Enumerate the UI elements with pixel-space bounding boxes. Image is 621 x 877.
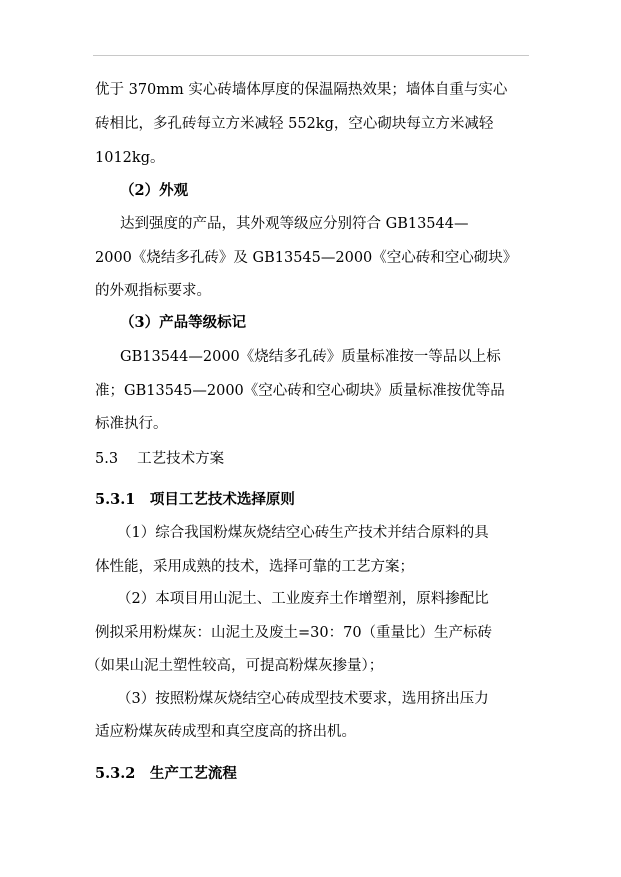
- paragraph-line: 适应粉煤灰砖成型和真空度高的挤出机。: [95, 724, 356, 740]
- paragraph-line: （2）本项目用山泥土、工业废弃土作增塑剂，原料掺配比: [117, 591, 489, 607]
- paragraph-line: 1012kg。: [95, 150, 165, 166]
- paragraph-line: （3）按照粉煤灰烧结空心砖成型技术要求，选用挤出压力: [117, 691, 489, 707]
- subheading-appearance: （2）外观: [120, 182, 189, 199]
- paragraph-line: 准；GB13545—2000《空心砖和空心砌块》质量标准按优等品: [95, 383, 505, 399]
- paragraph-line: （1）综合我国粉煤灰烧结空心砖生产技术并结合原料的具: [117, 525, 489, 541]
- section-heading-5-3-2: 5.3.2 生产工艺流程: [95, 765, 237, 782]
- section-heading-5-3: 5.3 工艺技术方案: [95, 451, 225, 467]
- paragraph-line: 的外观指标要求。: [95, 283, 211, 299]
- header-rule: [93, 55, 529, 56]
- paragraph-line: 例拟采用粉煤灰：山泥土及废土=30：70（重量比）生产标砖: [95, 625, 493, 641]
- paragraph-line: 体性能，采用成熟的技术，选择可靠的工艺方案；: [95, 559, 414, 575]
- paragraph-line: （如果山泥土塑性较高，可提高粉煤灰掺量）；: [86, 658, 384, 674]
- paragraph-line: GB13544—2000《烧结多孔砖》质量标准按一等品以上标: [120, 349, 501, 365]
- paragraph-line: 2000《烧结多孔砖》及 GB13545—2000《空心砖和空心砌块》: [95, 250, 518, 266]
- subheading-grade: （3）产品等级标记: [120, 314, 247, 331]
- paragraph-line: 优于 370mm 实心砖墙体厚度的保温隔热效果；墙体自重与实心: [95, 82, 508, 98]
- paragraph-line: 标准执行。: [95, 416, 168, 432]
- section-heading-5-3-1: 5.3.1 项目工艺技术选择原则: [95, 491, 295, 508]
- paragraph-line: 达到强度的产品，其外观等级应分别符合 GB13544—: [120, 216, 469, 232]
- paragraph-line: 砖相比，多孔砖每立方米减轻 552kg，空心砌块每立方米减轻: [95, 116, 494, 132]
